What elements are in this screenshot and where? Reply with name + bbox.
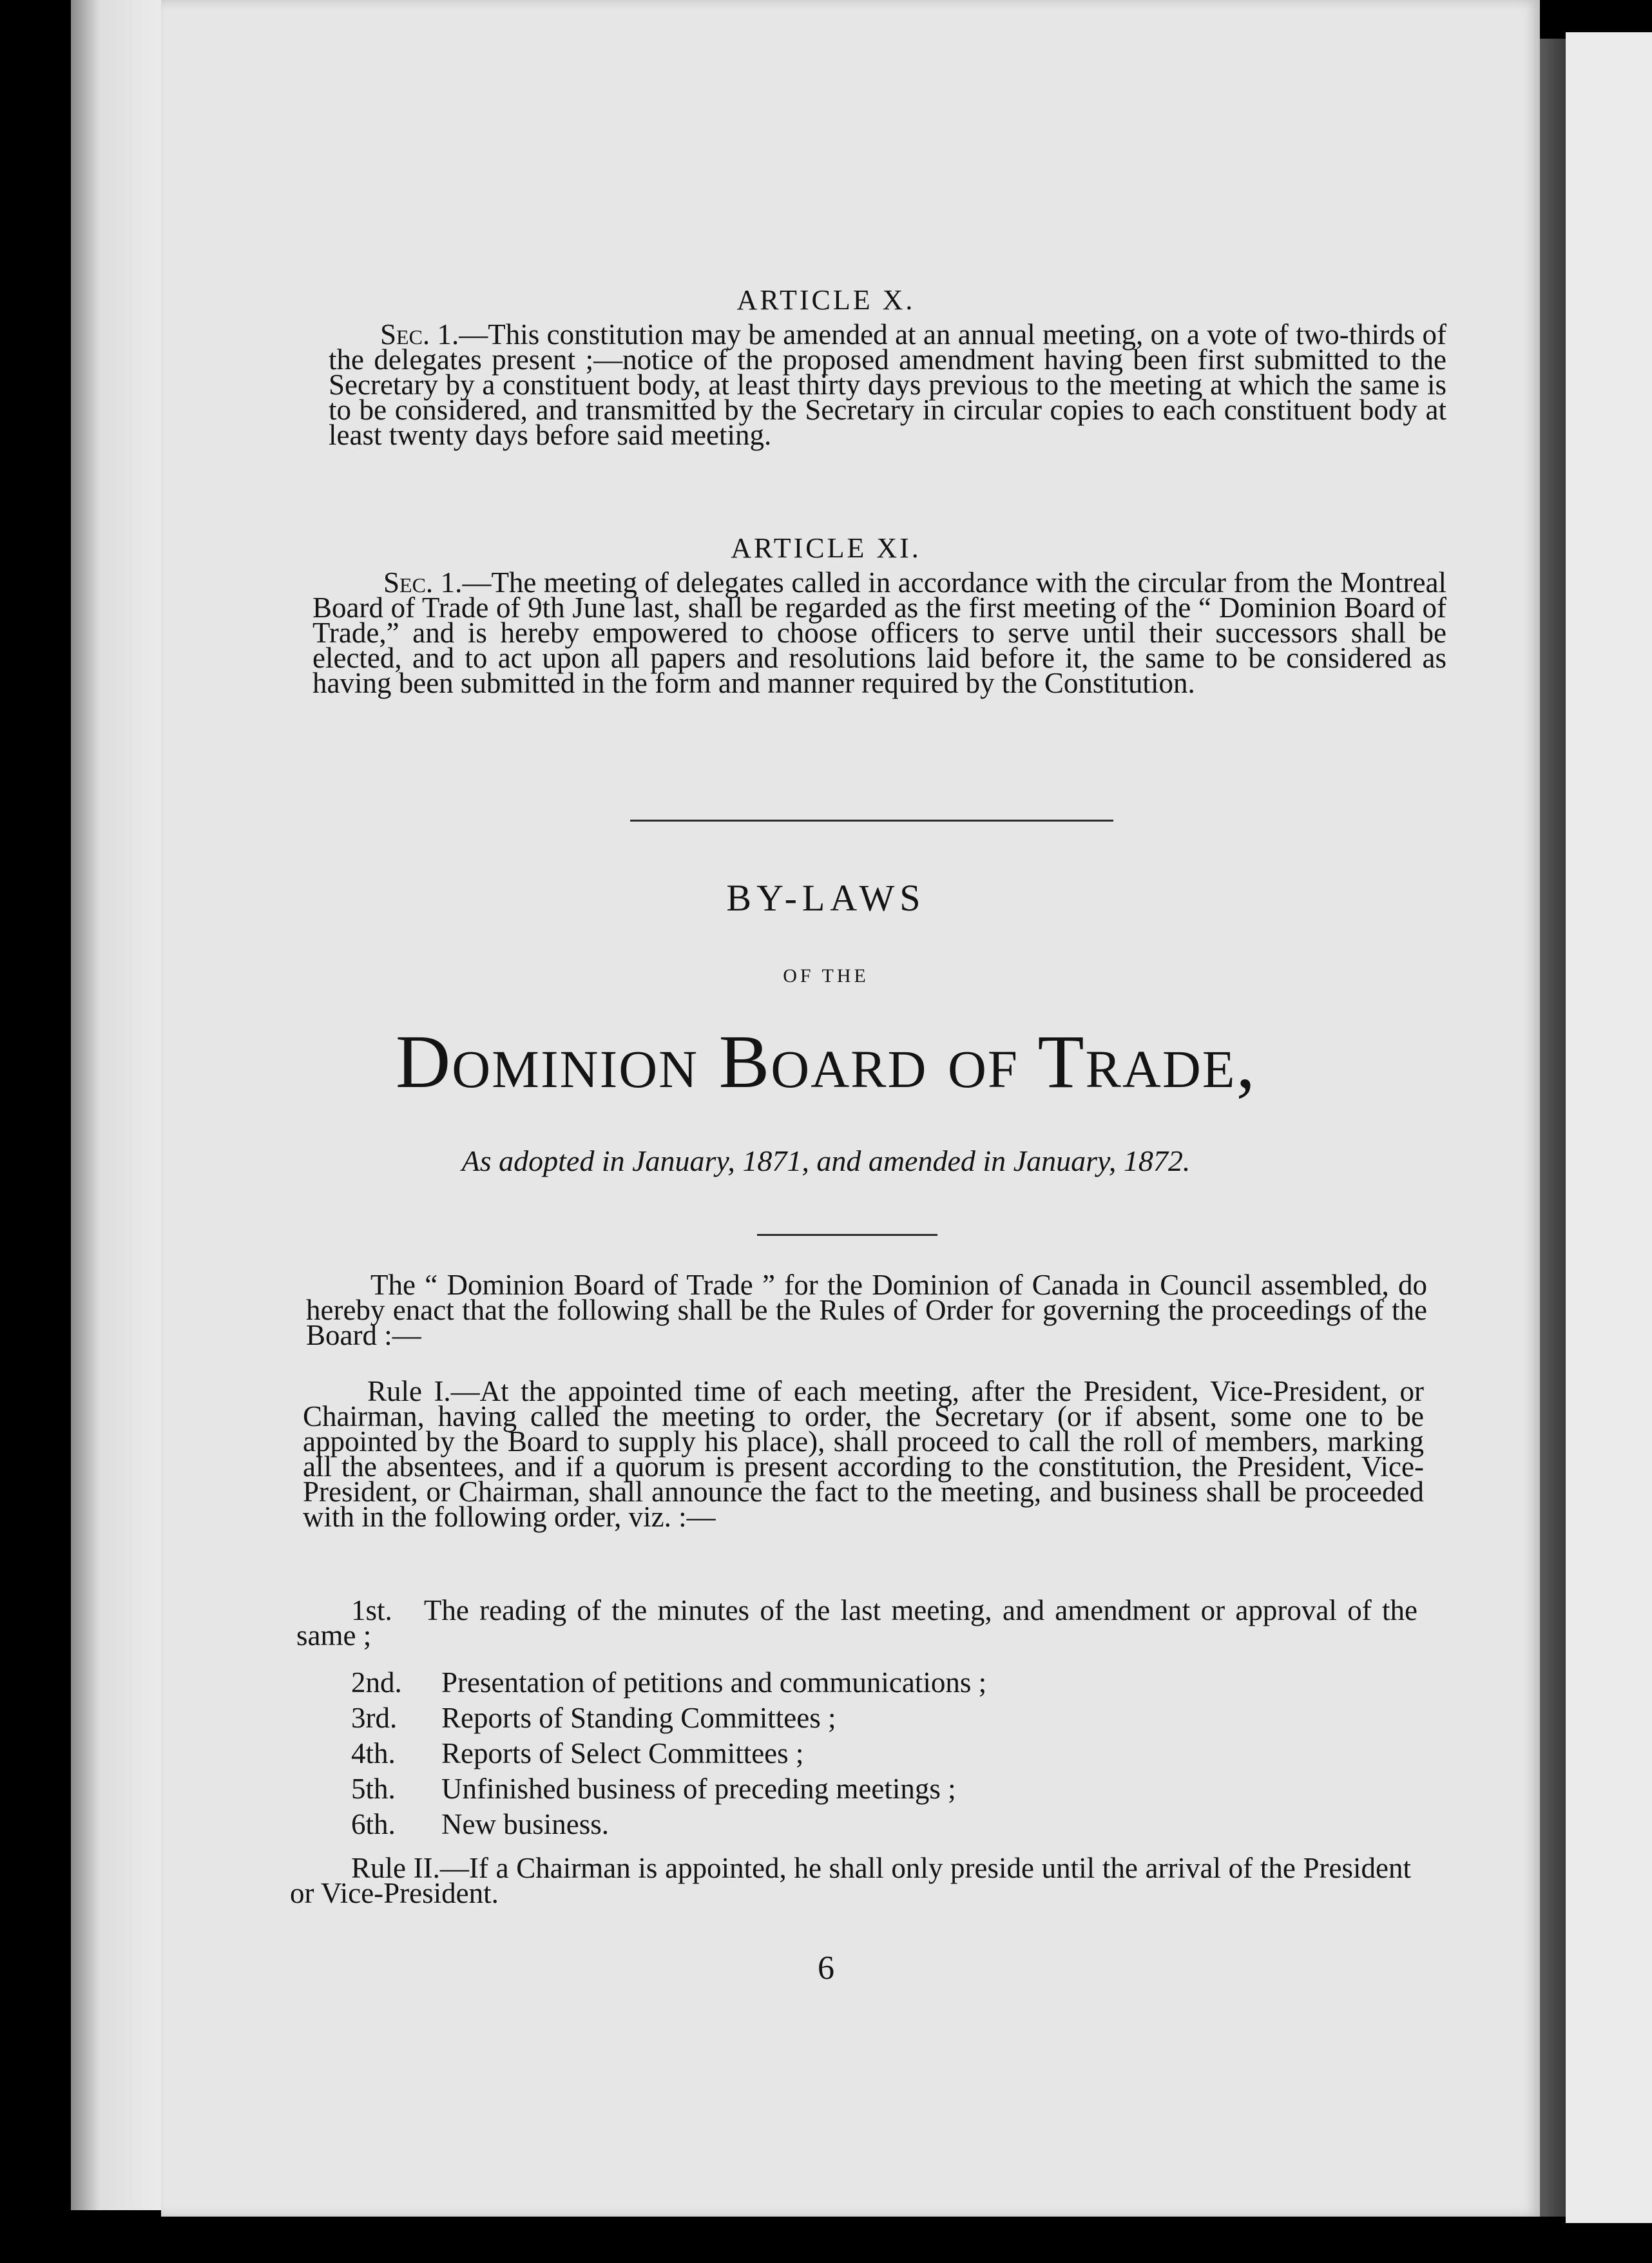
article-x-heading: ARTICLE X. <box>736 284 916 316</box>
order-text: Reports of Select Committees ; <box>441 1737 804 1769</box>
order-text: The reading of the minutes of the last meeting, and amendment or approval of the same ; <box>296 1594 1418 1652</box>
of-the-label: OF THE <box>783 965 869 987</box>
page-gutter-shadow <box>1540 39 1566 2217</box>
article-x-section-1 <box>329 318 1446 451</box>
order-item-4 <box>351 1737 803 1769</box>
rule-2: Rule II.—If a Chairman is appointed, he shall only preside until the arrival of the President or Vice-President. <box>290 1852 1411 1909</box>
order-text: Unfinished business of preceding meetings ; <box>441 1773 956 1805</box>
section-label: Sec. 1. <box>383 566 463 599</box>
article-xi-section-1 <box>312 566 1446 699</box>
order-text: Presentation of petitions and communications ; <box>441 1666 987 1699</box>
order-item-3 <box>351 1701 836 1733</box>
next-page-edge <box>1566 32 1652 2223</box>
order-number: 4th. <box>351 1737 396 1769</box>
order-item-1 <box>296 1594 1418 1652</box>
adoption-note: As adopted in January, 1871, and amended in January, 1872. <box>461 1144 1191 1177</box>
order-item-6 <box>351 1807 609 1840</box>
rule-1: Rule I.—At the appointed time of each meeting, after the President, Vice-President, or Chairman, having called the meeting to order, the Secretary (or if absent, some one to be appointed by the Board to supply his place), shall proceed to call the roll of members, marking all the absentees, and if a quorum is present according to the constitution, the President, Vice-President, or Chairman, shall announce the fact to the meeting, and business shall be proceeded with in the following order, viz. :— <box>303 1375 1424 1533</box>
order-item-5 <box>351 1772 956 1804</box>
bylaws-title: BY-LAWS <box>726 877 926 919</box>
order-number: 2nd. <box>351 1666 402 1699</box>
section-label: Sec. 1. <box>380 318 459 351</box>
order-number: 1st. <box>351 1594 392 1626</box>
separator-line <box>630 820 1113 822</box>
short-separator-line <box>757 1234 937 1236</box>
order-number: 6th. <box>351 1808 396 1840</box>
section-text: —This constitution may be amended at an annual meeting, on a vote of two-thirds of the delegates present ;—notice of the proposed amendment having been first submitted to the Secretary by a constituent body, at least thirty days previous to the meeting at which the same is to be considered, and transmitted by the Secretary in circular copies to each constituent body at least twenty days before said meeting. <box>329 318 1446 451</box>
order-text: Reports of Standing Committees ; <box>441 1702 836 1734</box>
preamble: The “ Dominion Board of Trade ” for the Dominion of Canada in Council assembled, do hereby enact that the following shall be the Rules of Order for governing the proceedings of the Board :— <box>306 1269 1427 1351</box>
order-number: 3rd. <box>351 1702 398 1734</box>
order-text: New business. <box>441 1808 609 1840</box>
section-text: —The meeting of delegates called in accordance with the circular from the Montreal Board of Trade of 9th June last, shall be regarded as the first meeting of the “ Dominion Board of Trade,” and is hereby empowered to choose officers to serve until their successors shall be elected, and to act upon all papers and resolutions laid before it, the same to be considered as having been submitted in the form and manner required by the Constitution. <box>312 566 1446 699</box>
article-xi-heading: ARTICLE XI. <box>731 532 921 564</box>
page-number: 6 <box>818 1950 834 1987</box>
board-name: Dominion Board of Trade, <box>396 1019 1256 1104</box>
order-item-2 <box>351 1666 986 1698</box>
order-number: 5th. <box>351 1773 396 1805</box>
